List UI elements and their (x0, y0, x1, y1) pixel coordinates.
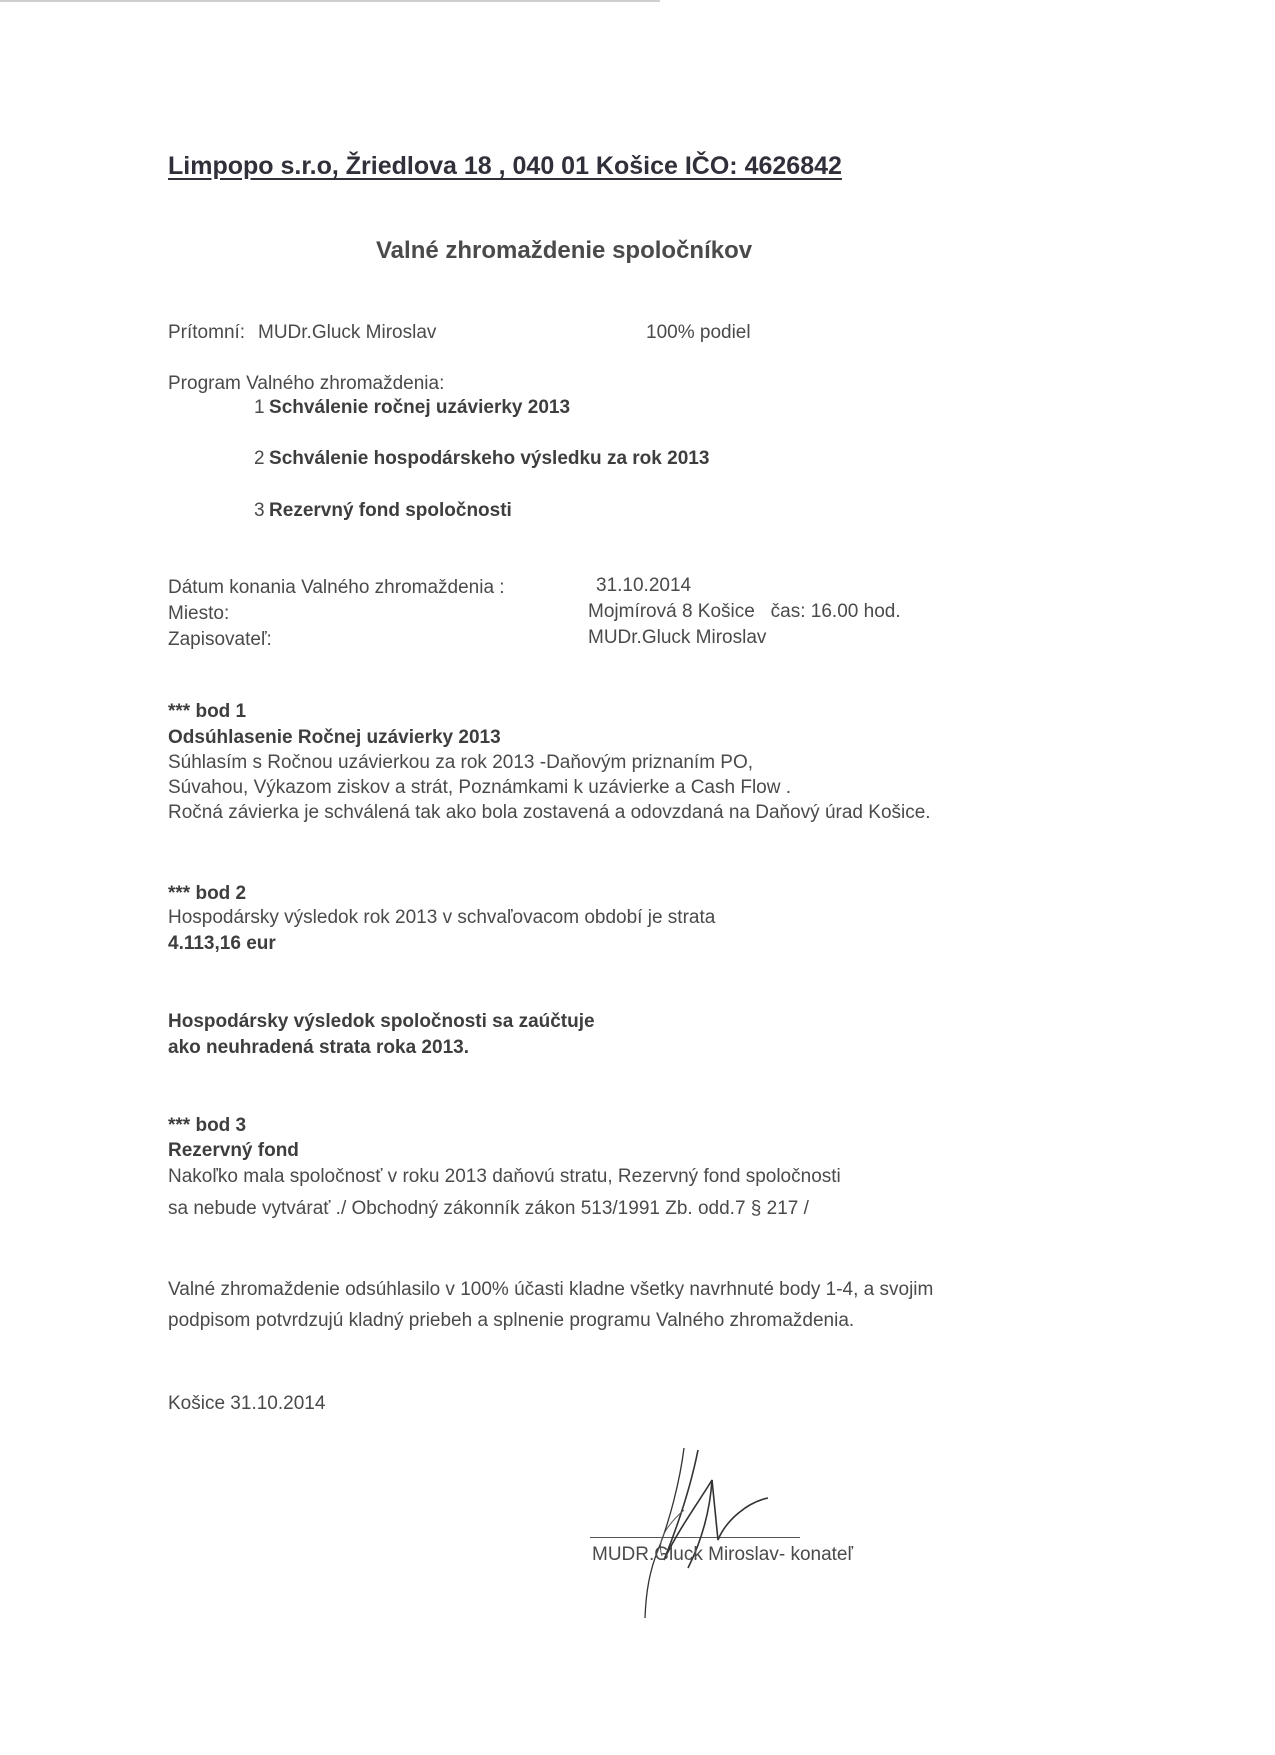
bod1-line: Súvahou, Výkazom ziskov a strát, Poznámkami k uzávierke a Cash Flow . (168, 777, 792, 798)
bod1-marker: *** bod 1 (168, 701, 247, 722)
program-item-text: Schválenie ročnej uzávierky 2013 (269, 397, 571, 418)
program-item (254, 500, 512, 522)
bod2-amount: 4.113,16 eur (168, 933, 276, 954)
meeting-place-value: Mojmírová 8 Košice čas: 16.00 hod. (588, 601, 901, 622)
closing-line: Valné zhromaždenie odsúhlasilo v 100% účasti kladne všetky navrhnuté body 1-4, a svojim (168, 1279, 934, 1300)
meeting-recorder-value: MUDr.Gluck Miroslav (588, 627, 767, 648)
program-item-text: Schválenie hospodárskeho výsledku za rok 2013 (269, 448, 710, 469)
program-heading: Program Valného zhromaždenia: (168, 373, 445, 394)
bod1-line: Ročná závierka je schválená tak ako bola zostavená a odovzdaná na Daňový úrad Košice. (168, 802, 931, 823)
attendance-name: MUDr.Gluck Miroslav (258, 322, 437, 343)
bod2-line: Hospodársky výsledok rok 2013 v schvaľovacom období je strata (168, 907, 716, 928)
meeting-date-label: Dátum konania Valného zhromaždenia : (168, 577, 505, 598)
bod3-heading: Rezervný fond (168, 1140, 299, 1161)
scan-edge-line (0, 0, 660, 2)
bod3-line: Nakoľko mala spoločnosť v roku 2013 daňovú stratu, Rezervný fond spoločnosti (168, 1166, 841, 1187)
attendance-label: Prítomní: (168, 322, 246, 343)
place-date: Košice 31.10.2014 (168, 1393, 326, 1414)
bod2-note-line: ako neuhradená strata roka 2013. (168, 1037, 469, 1058)
program-item (254, 397, 570, 419)
meeting-date-value: 31.10.2014 (596, 575, 692, 596)
program-item-text: Rezervný fond spoločnosti (269, 500, 512, 521)
bod2-note-line: Hospodársky výsledok spoločnosti sa zaúčtuje (168, 1011, 595, 1032)
meeting-place-label: Miesto: (168, 603, 230, 624)
bod3-line: sa nebude vytvárať ./ Obchodný zákonník zákon 513/1991 Zb. odd.7 § 217 / (168, 1198, 809, 1219)
bod1-line: Súhlasím s Ročnou uzávierkou za rok 2013 -Daňovým priznaním PO, (168, 752, 754, 773)
meeting-recorder-label: Zapisovateľ: (168, 629, 272, 650)
program-item-number: 2 (254, 448, 265, 469)
program-item-number: 1 (254, 397, 265, 418)
bod1-heading: Odsúhlasenie Ročnej uzávierky 2013 (168, 727, 501, 748)
bod3-marker: *** bod 3 (168, 1115, 247, 1136)
signature-caption: MUDR.Gluck Miroslav- konateľ (592, 1544, 854, 1565)
company-header: Limpopo s.r.o, Žriedlova 18 , 040 01 Košice IČO: 4626842 (168, 152, 842, 180)
attendance-share: 100% podiel (646, 322, 751, 343)
program-item-number: 3 (254, 500, 265, 521)
closing-line: podpisom potvrdzujú kladný priebeh a splnenie programu Valného zhromaždenia. (168, 1310, 855, 1331)
bod2-marker: *** bod 2 (168, 883, 247, 904)
handwritten-signature (640, 1440, 820, 1630)
document-title: Valné zhromaždenie spoločníkov (376, 237, 753, 264)
program-item (254, 448, 709, 470)
